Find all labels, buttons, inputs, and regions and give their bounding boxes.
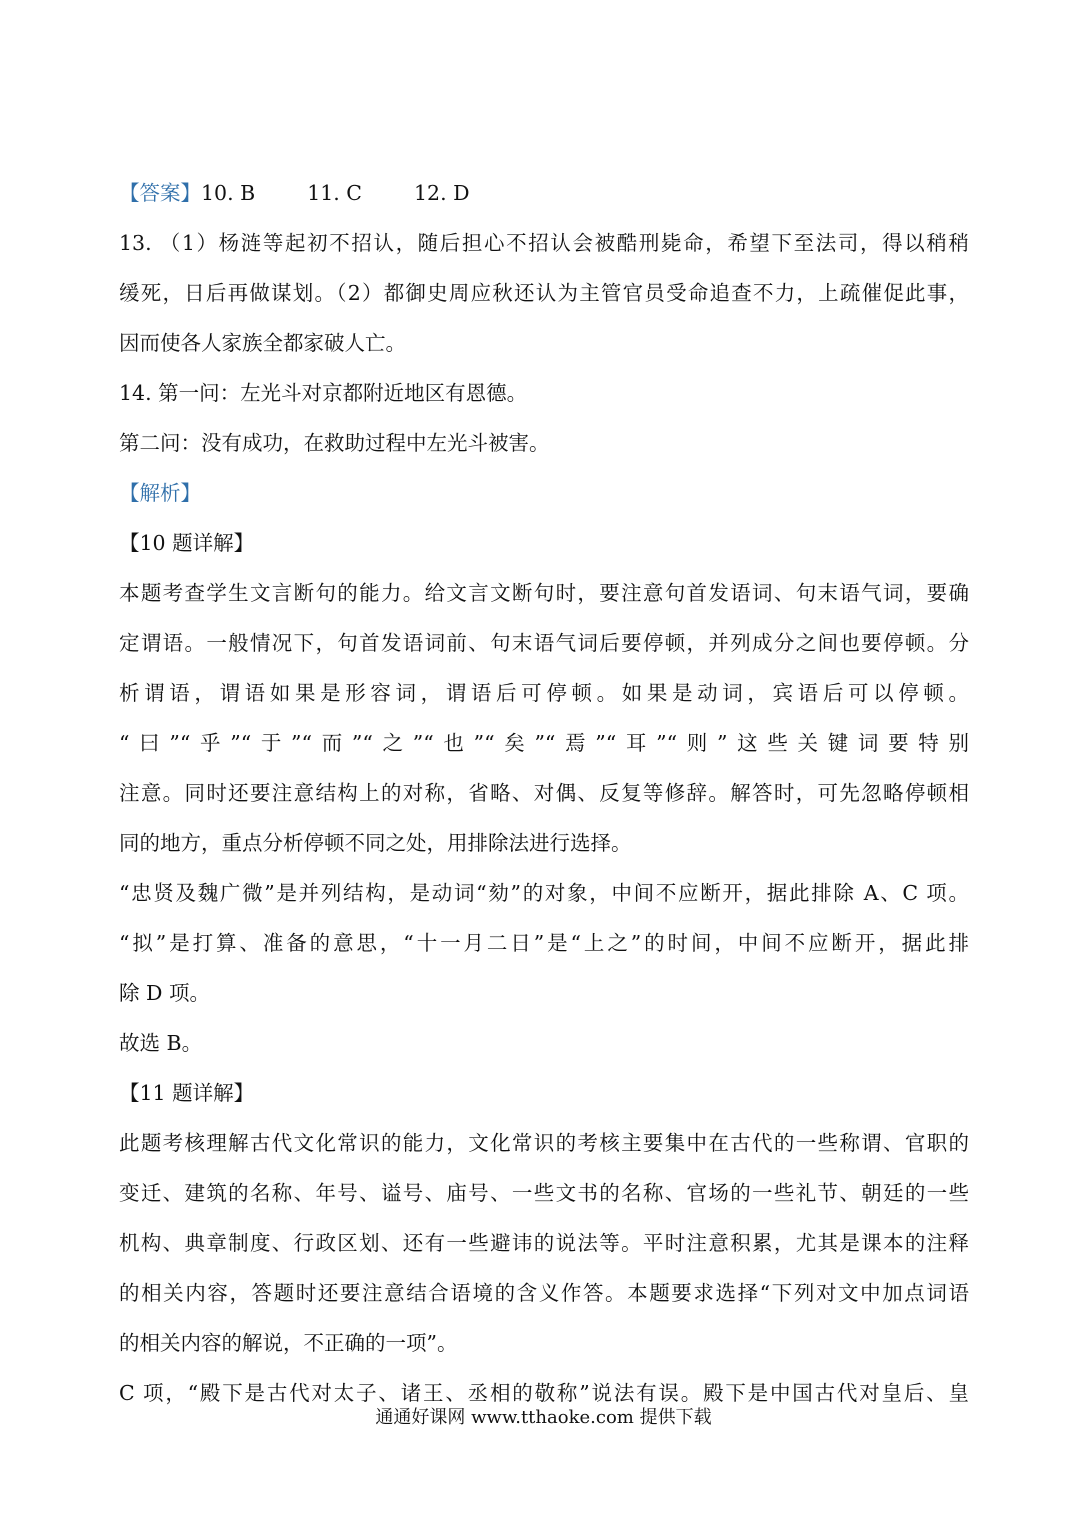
answer-item: 12. D xyxy=(414,181,470,205)
q11-line: C 项，“殿下是古代对太子、诸王、丞相的敬称”说法有误。殿下是中国古代对皇后、皇 xyxy=(119,1381,969,1405)
document-body xyxy=(119,168,969,1418)
q10-line: 定谓语。一般情况下，句首发语词前、句末语气词后要停顿，并列成分之间也要停顿。分 xyxy=(119,631,969,655)
q11-line: 机构、典章制度、行政区划、还有一些避讳的说法等。平时注意积累，尤其是课本的注释 xyxy=(119,1231,969,1255)
q11-line: 此题考核理解古代文化常识的能力，文化常识的考核主要集中在古代的一些称谓、官职的 xyxy=(119,1131,969,1155)
q10-line: 析谓语，谓语如果是形容词，谓语后可停顿。如果是动词，宾语后可以停顿。 xyxy=(119,681,969,705)
q11-heading: 【11 题详解】 xyxy=(119,1081,255,1105)
q11-line: 的相关内容，答题时还要注意结合语境的含义作答。本题要求选择“下列对文中加点词语 xyxy=(119,1281,969,1305)
q10-heading: 【10 题详解】 xyxy=(119,531,255,555)
q10-line: 同的地方，重点分析停顿不同之处，用排除法进行选择。 xyxy=(119,831,632,855)
q13-line: 因而使各人家族全都家破人亡。 xyxy=(119,331,406,355)
q14-line: 第二问：没有成功，在救助过程中左光斗被害。 xyxy=(119,431,550,455)
q10-line: “忠贤及魏广微”是并列结构，是动词“劾”的对象，中间不应断开，据此排除 A、C 项。 xyxy=(119,881,969,905)
q11-line: 的相关内容的解说，不正确的一项”。 xyxy=(119,1331,458,1355)
q10-line: “曰”“乎”“于”“而”“之”“也”“矣”“焉”“耳”“则”这些关键词要特别 xyxy=(119,731,969,755)
q13-line: 缓死，日后再做谋划。（2）都御史周应秋还认为主管官员受命追查不力，上疏催促此事， xyxy=(119,281,969,305)
q10-line: 除 D 项。 xyxy=(119,981,210,1005)
q10-line: 本题考查学生文言断句的能力。给文言文断句时，要注意句首发语词、句末语气词，要确 xyxy=(119,581,969,605)
answer-item: 11. C xyxy=(307,181,362,205)
q14-line: 14. 第一问：左光斗对京都附近地区有恩德。 xyxy=(119,381,528,405)
q10-line: 故选 B。 xyxy=(119,1031,203,1055)
q10-line: “拟”是打算、准备的意思，“十一月二日”是“上之”的时间，中间不应断开，据此排 xyxy=(119,931,969,955)
answer-tag: 【答案】 xyxy=(119,181,201,205)
q10-line: 注意。同时还要注意结构上的对称，省略、对偶、反复等修辞。解答时，可先忽略停顿相 xyxy=(119,781,969,805)
q11-line: 变迁、建筑的名称、年号、谥号、庙号、一些文书的名称、官场的一些礼节、朝廷的一些 xyxy=(119,1181,969,1205)
q13-line: 13. （1）杨涟等起初不招认，随后担心不招认会被酷刑毙命，希望下至法司，得以稍稍 xyxy=(119,231,969,255)
page-footer: 通通好课网 www.tthaoke.com 提供下载 xyxy=(375,1407,712,1428)
answer-item: 10. B xyxy=(201,181,256,205)
analysis-tag: 【解析】 xyxy=(119,481,201,505)
answers-line xyxy=(119,168,969,218)
